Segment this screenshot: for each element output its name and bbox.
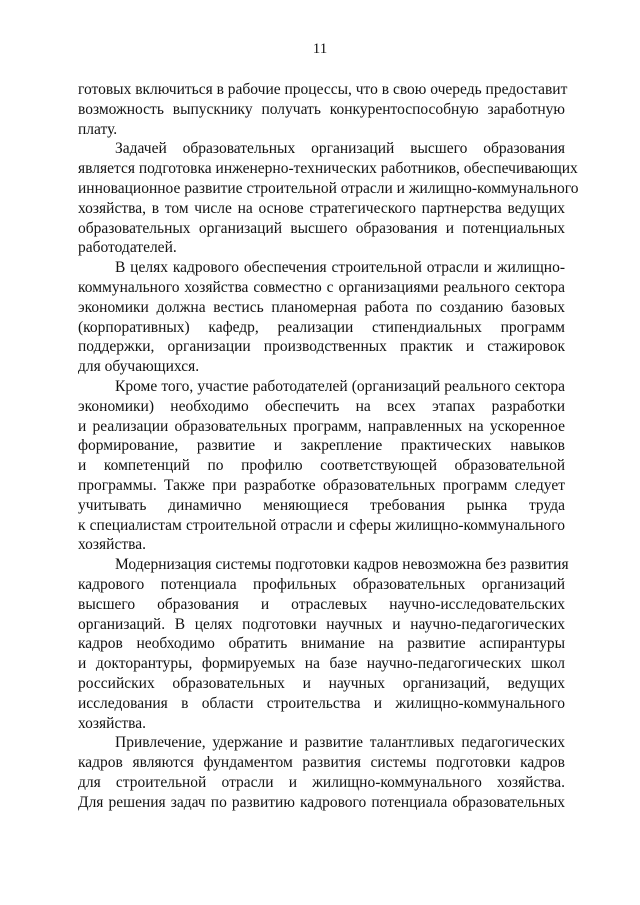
text-line: и докторантуры, формируемых на базе научно-педагогических школ [78, 655, 565, 673]
text-line: готовых включиться в рабочие процессы, что в свою очередь предоставит [78, 81, 568, 98]
body-text [78, 80, 579, 812]
text-line: высшего образования и отраслевых научно-исследовательских [78, 595, 565, 613]
text-line: и реализации образовательных программ, направленных на ускоренное [78, 417, 565, 435]
text-line: для обучающихся. [78, 358, 200, 376]
text-line: российских образовательных и научных организаций, ведущих [78, 674, 565, 692]
text-line: кадров являются фундаментом развития системы подготовки кадров [78, 754, 565, 772]
text-line: Задачей образовательных организаций высшего образования [115, 140, 565, 158]
text-line: (корпоративных) кафедр, реализации стипендиальных программ [78, 318, 565, 336]
text-line: образовательных организаций высшего образования и потенциальных [78, 219, 565, 237]
page-number: 11 [312, 41, 328, 57]
text-line: экономики должна вестись планомерная работа по созданию базовых [78, 298, 565, 316]
text-line: и компетенций по профилю соответствующей образовательной [78, 457, 565, 475]
text-line: хозяйства, в том числе на основе стратегического партнерства ведущих [78, 199, 565, 217]
text-line: работодателей. [78, 239, 177, 257]
text-line: Для решения задач по развитию кадрового потенциала образовательных [78, 793, 565, 811]
text-line: В целях кадрового обеспечения строительной отрасли и жилищно- [115, 259, 565, 277]
text-line: Привлечение, удержание и развитие талантливых педагогических [115, 734, 565, 752]
text-line: учитывать динамично меняющиеся требования рынка труда [78, 496, 565, 514]
text-line: коммунального хозяйства совместно с организациями реального сектора [78, 278, 565, 296]
text-line: исследования в области строительства и жилищно-коммунального [78, 694, 565, 712]
text-line: возможность выпускнику получать конкурентоспособную заработную [78, 100, 565, 118]
text-line: Модернизация системы подготовки кадров невозможна без развития [115, 556, 569, 574]
text-line: для строительной отрасли и жилищно-коммунального хозяйства. [78, 773, 565, 791]
text-line: плату. [78, 120, 118, 138]
text-line: кадров необходимо обратить внимание на развитие аспирантуры [78, 635, 565, 653]
text-line: хозяйства. [78, 536, 146, 554]
text-line: формирование, развитие и закрепление практических навыков [78, 437, 565, 455]
text-line: является подготовка инженерно-технических работников, обеспечивающих [78, 160, 578, 178]
text-line: инновационное развитие строительной отрасли и жилищно-коммунального [78, 179, 579, 197]
text-line: к специалистам строительной отрасли и сферы жилищно-коммунального [78, 516, 565, 534]
text-line: хозяйства. [78, 714, 146, 732]
text-line: кадрового потенциала профильных образовательных организаций [78, 575, 565, 593]
text-line: экономики) необходимо обеспечить на всех этапах разработки [78, 397, 565, 415]
text-line: поддержки, организации производственных практик и стажировок [78, 338, 565, 356]
text-line: программы. Также при разработке образовательных программ следует [78, 476, 565, 494]
text-line: организаций. В целях подготовки научных и научно-педагогических [78, 615, 565, 633]
text-line: Кроме того, участие работодателей (организаций реального сектора [115, 377, 565, 395]
